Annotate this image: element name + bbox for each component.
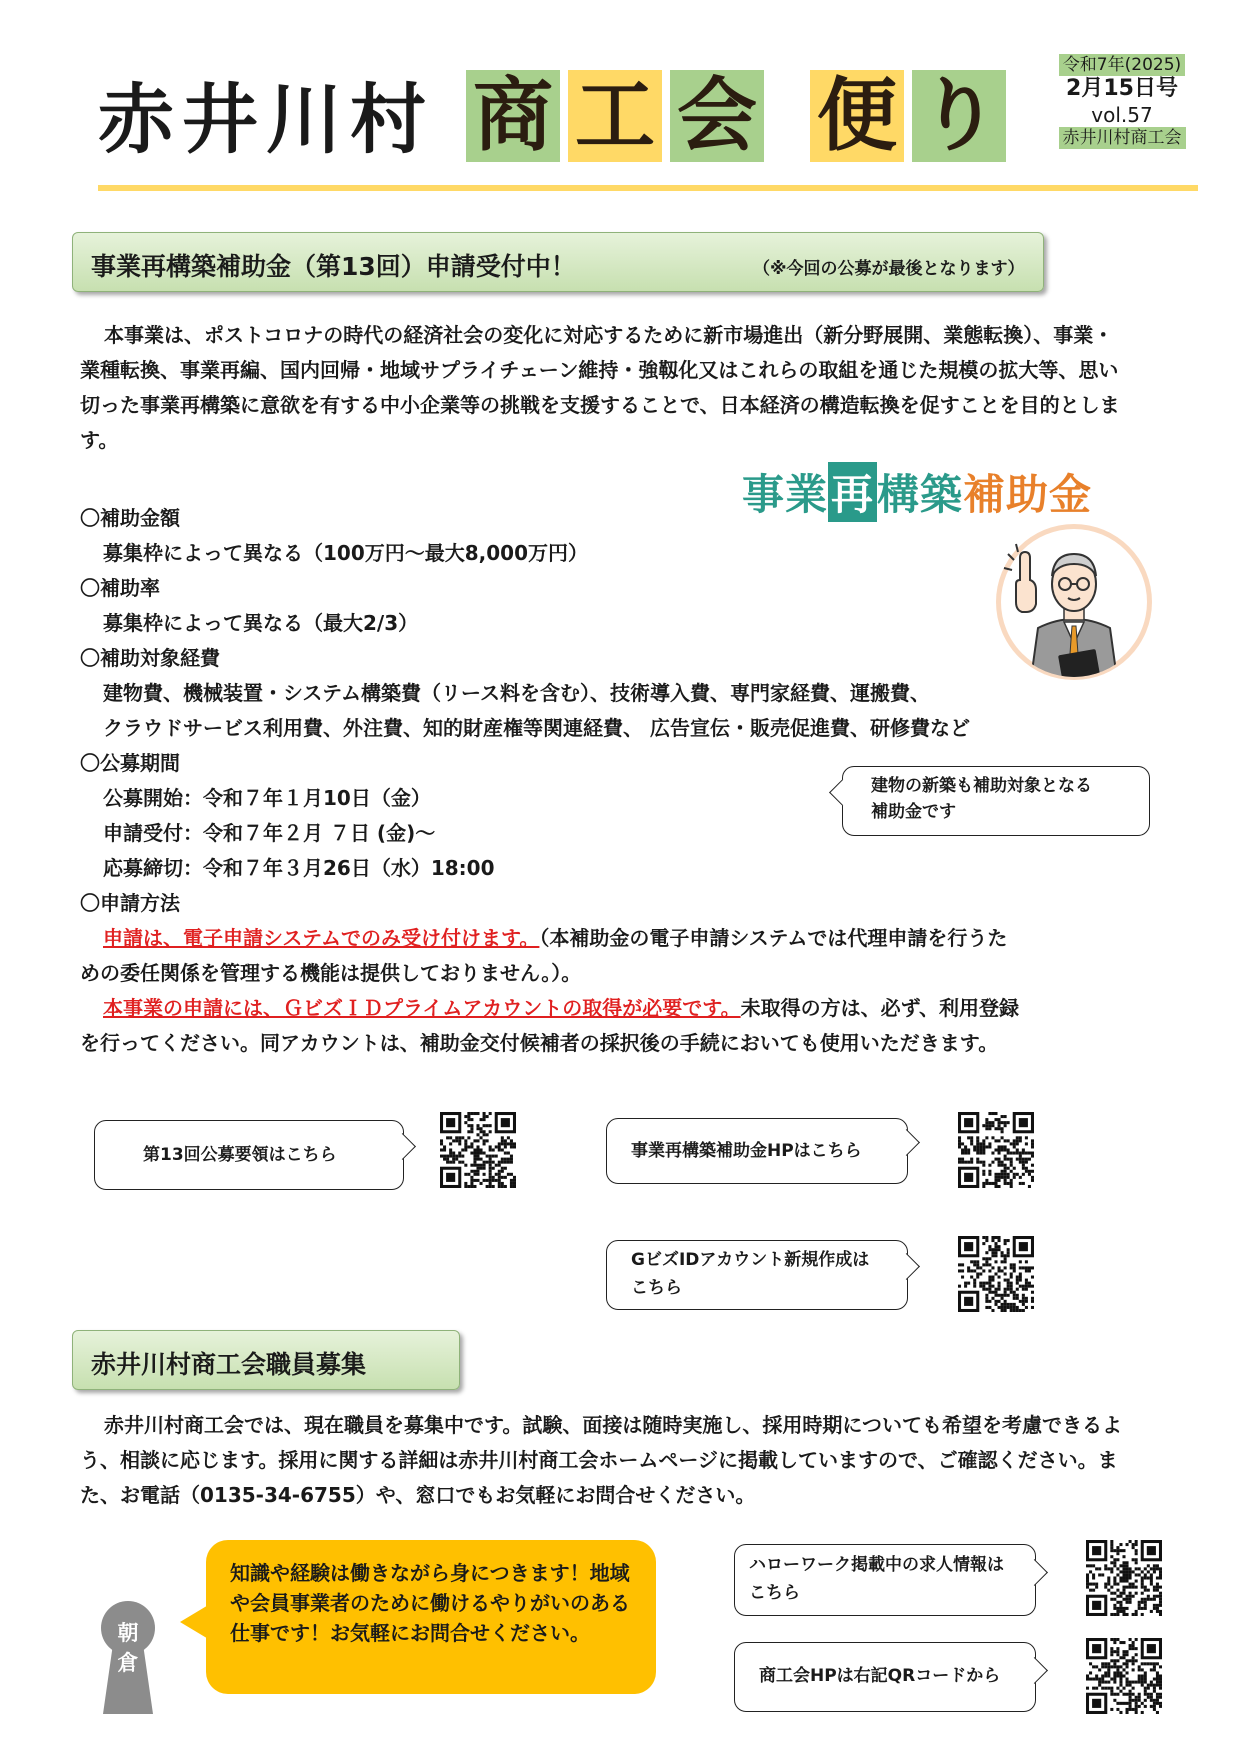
subsidy-hp-link-bubble[interactable] — [606, 1118, 908, 1184]
message-text: 知識や経験は働きながら身につきます！地域や会員事業者のために働けるやりがいのある仕事です！お気軽にお問合せください。 — [230, 1561, 630, 1645]
gbiz-link-line-2[interactable]: こちら — [631, 1278, 682, 1298]
rate-heading: 〇補助率 — [80, 576, 160, 600]
method-text-1b: めの委任関係を管理する機能は提供しておりません。）。 — [80, 961, 582, 985]
method-text-2b: を行ってください。同アカウントは、補助金交付候補者の採択後の手続においても使用いただきます。 — [80, 1031, 999, 1055]
issue-volume: vol.57 — [1091, 102, 1153, 127]
method-line-2 — [103, 995, 1019, 1021]
costs-text-1: 建物費、機械装置・システム構築費（リース料を含む）、技術導入費、専門家経費、運搬費、 — [103, 681, 930, 705]
section-banner-recruitment — [72, 1330, 460, 1390]
speech-line-1: 建物の新築も補助対象となる — [871, 776, 1092, 796]
section-title-recruitment: 赤井川村商工会職員募集 — [91, 1350, 367, 1379]
shokokai-hp-link-bubble[interactable] — [734, 1642, 1036, 1712]
logo-part-1: 事業 — [742, 470, 829, 519]
asakura-char-2: 倉 — [117, 1651, 139, 1675]
costs-text-2: クラウドサービス利用費、外注費、知的財産権等関連経費、 広告宣伝・販売促進費、研修費など — [103, 716, 970, 740]
issue-organization: 赤井川村商工会 — [1059, 127, 1186, 149]
period-deadline: 応募締切：令和７年３月26日（水）18:00 — [103, 856, 495, 880]
hellowork-link-bubble[interactable] — [734, 1544, 1036, 1616]
issue-info — [1046, 54, 1198, 149]
asakura-text — [97, 1618, 159, 1678]
hellowork-qr-code[interactable] — [1086, 1540, 1162, 1616]
method-warning-2: 本事業の申請には、ＧビズＩＤプライムアカウントの取得が必要です。 — [103, 996, 741, 1020]
title-char-2: 工 — [568, 70, 662, 162]
shokokai-hp-link-label[interactable]: 商工会HPは右記QRコードから — [759, 1666, 1001, 1686]
gbiz-link-line-1[interactable]: GビズIDアカウント新規作成は — [631, 1250, 870, 1270]
section-title-subsidy: 事業再構築補助金（第13回）申請受付中！ — [91, 252, 576, 281]
costs-heading: 〇補助対象経費 — [80, 646, 220, 670]
hellowork-link-line-2[interactable]: こちら — [749, 1583, 800, 1603]
recruitment-text: 赤井川村商工会では、現在職員を募集中です。試験、面接は随時実施し、採用時期についても希望を考慮できるよう、相談に応じます。採用に関する詳細は赤井川村商工会ホームページに掲載していますので、ご確認ください。また、お電話（0135-34-6755）や、窓口でもお気軽にお問合せください。 — [80, 1413, 1122, 1507]
method-heading: 〇申請方法 — [80, 891, 180, 915]
guideline-qr-code[interactable] — [440, 1112, 516, 1188]
subsidy-hp-qr-code[interactable] — [958, 1112, 1034, 1188]
logo-part-4: 補助金 — [963, 470, 1093, 519]
speech-line-2: 補助金です — [871, 802, 956, 822]
asakura-char-1: 朝 — [117, 1621, 139, 1645]
period-start: 公募開始：令和７年１月10日（金） — [103, 786, 431, 810]
header-divider — [98, 185, 1198, 191]
section-banner-subsidy — [72, 232, 1044, 292]
method-text-2a: 未取得の方は、必ず、利用登録 — [740, 996, 1020, 1020]
issue-era: 令和7年(2025) — [1059, 54, 1185, 76]
method-line-1 — [103, 925, 1007, 951]
method-warning-1: 申請は、電子申請システムでのみ受け付けます。 — [103, 926, 540, 950]
amount-heading: 〇補助金額 — [80, 506, 180, 530]
title-char-3: 会 — [670, 70, 764, 162]
guideline-link-label[interactable]: 第13回公募要領はこちら — [143, 1145, 337, 1165]
issue-date: 2月15日号 — [1066, 76, 1178, 102]
subsidy-logo — [742, 462, 1092, 522]
message-bubble — [206, 1540, 656, 1694]
subsidy-hp-link-label[interactable]: 事業再構築補助金HPはこちら — [631, 1141, 862, 1161]
gbiz-link-bubble[interactable] — [606, 1240, 908, 1310]
title-char-4: 便 — [810, 70, 904, 162]
speech-bubble-new-building — [842, 766, 1150, 836]
rate-text: 募集枠によって異なる（最大2/3） — [103, 611, 419, 635]
section-note-last-call: （※今回の公募が最後となります） — [753, 259, 1025, 279]
logo-part-3: 構築 — [877, 470, 964, 519]
newsletter-brand: 赤井川村 — [98, 75, 434, 164]
subsidy-intro: 本事業は、ポストコロナの時代の経済社会の変化に対応するために新市場進出（新分野展開、業態転換）、事業・業種転換、事業再編、国内回帰・地域サプライチェーン維持・強靱化又はこれらの取組を通じた規模の拡大等、思い切った事業再構築に意欲を有する中小企業等の挑戦を支援することで、日本経済の構造転換を促すことを目的とします。 — [80, 323, 1120, 452]
method-text-1a: （本補助金の電子申請システムでは代理申請を行うた — [539, 926, 1008, 950]
guideline-link-bubble[interactable] — [94, 1120, 404, 1190]
title-char-1: 商 — [466, 70, 560, 162]
businessman-illustration — [990, 518, 1158, 686]
amount-text: 募集枠によって異なる（100万円～最大8,000万円） — [103, 541, 589, 565]
logo-part-2: 再 — [828, 462, 877, 522]
hellowork-link-line-1[interactable]: ハローワーク掲載中の求人情報は — [749, 1555, 1004, 1575]
title-char-5: り — [912, 70, 1006, 162]
period-accept: 申請受付：令和７年２月 ７日 (金)～ — [103, 821, 436, 845]
gbiz-qr-code[interactable] — [958, 1236, 1034, 1312]
period-heading: 〇公募期間 — [80, 751, 180, 775]
shokokai-hp-qr-code[interactable] — [1086, 1638, 1162, 1714]
